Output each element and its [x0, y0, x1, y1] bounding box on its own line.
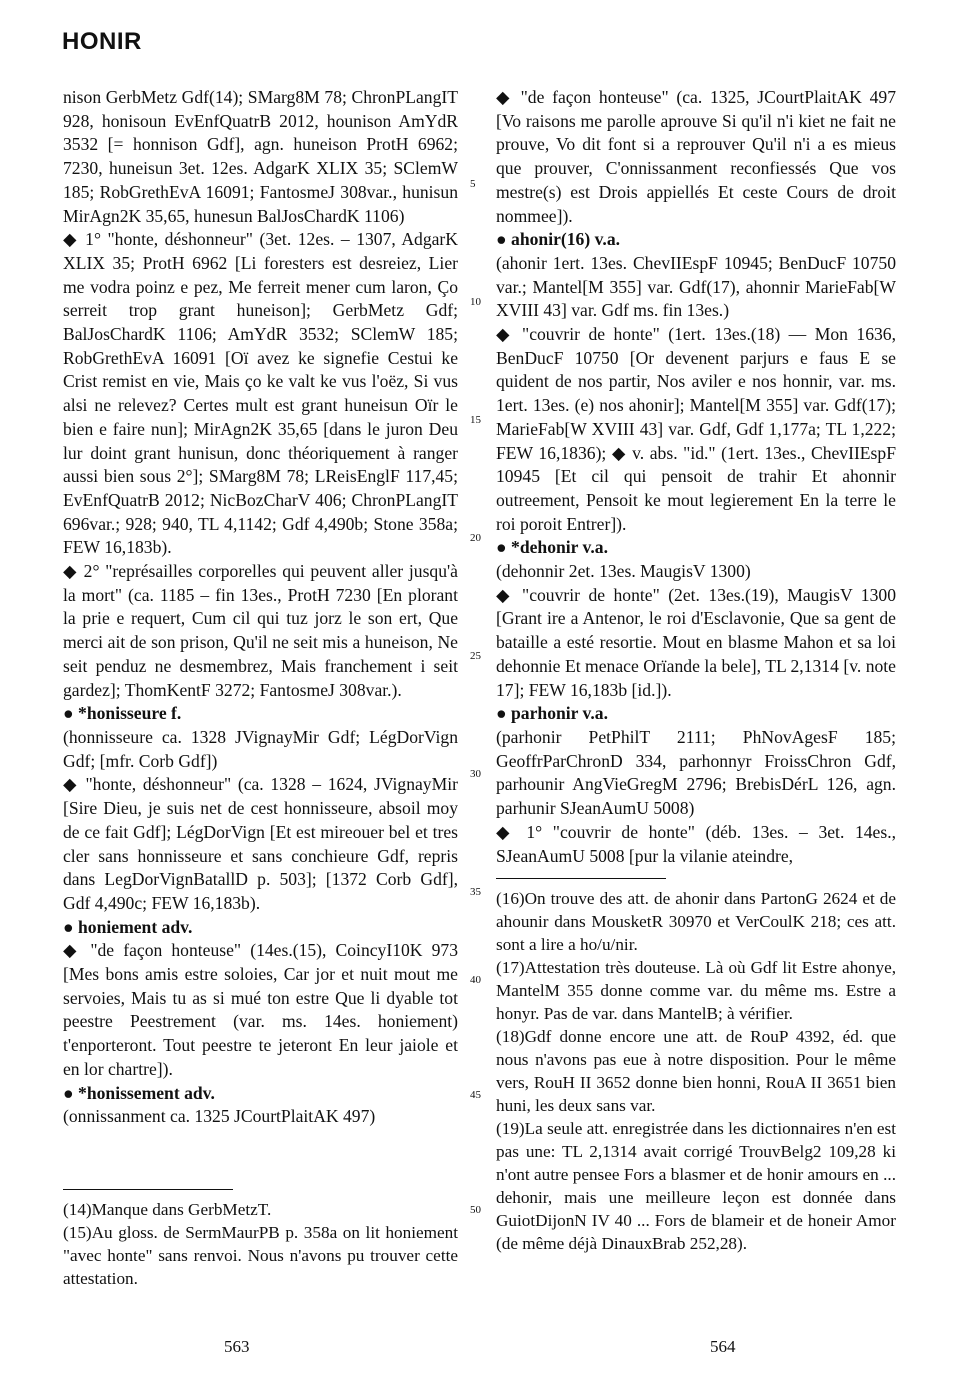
- page-header-title: HONIR: [62, 28, 142, 55]
- footnote: (17)Attestation très douteuse. Là où Gdf lit Estre ahonye, MantelM 355 donne comme var. du même ms. Estre a honyr. Pas de var. dans MantelB; à vérifier.: [496, 958, 896, 1024]
- line-number: 45: [470, 1089, 481, 1101]
- footnote: (14)Manque dans GerbMetzT.: [63, 1199, 272, 1219]
- entry-paragraph: nison GerbMetz Gdf(14); SMarg8M 78; ChronPLangIT 928, honisoun EvEnfQuatrB 2012, hounison AmYdR 3532 [= honnison Gdf], agn. huneison ProtH 6962; 7230, huneisun 3et. 12es. AdgarK XLIX 35; SClemW 185; RobGrethEvA 16091; FantosmeJ 308var., hunisun MirAgn2K 35,65, hunesun BalJosChardK 1106): [63, 87, 458, 226]
- entry-paragraph: ◆ "de façon honteuse" (14es.(15), CoincyI10K 973 [Mes bons amis estre soloies, Car jor et nuit mout me servoies, Mais tu as si mué ton estre Que li dyable tot peestre Peestrement (var. ms. 14es. honiement) t'enporteront. Tout peestre te jeteront En leur jaiole et en lor chartre]).: [63, 940, 458, 1079]
- entry-paragraph: ◆ "honte, déshonneur" (ca. 1328 – 1624, JVignayMir [Sire Dieu, je suis net de cest honnisseure, absoil moy de ce fait Gdf]; LégDorVign [Et est mireouer bel et tres cler sans honnisseure et sans conchieure Gdf, repris dans LegDorVignBatallD p. 503]; [1372 Corb Gdf], Gdf 4,490c; FEW 16,183b).: [63, 774, 458, 913]
- line-number: 5: [470, 178, 476, 190]
- entry-headword: ● honiement adv.: [63, 916, 193, 937]
- line-number: 40: [470, 974, 481, 986]
- right-column: [496, 86, 896, 1255]
- line-number: 25: [470, 650, 481, 662]
- footnote-divider: [63, 1189, 233, 1190]
- page-number-right: 564: [710, 1337, 736, 1356]
- entry-headword: ● *dehonir v.a.: [496, 537, 608, 558]
- entry-paragraph: ◆ 1° "honte, déshonneur" (3et. 12es. – 1307, AdgarK XLIX 35; ProtH 6962 [Li foresters est desreiez, Lier me vodra poinz e pez, Me ferreit mener cum laron, Ço serreit trop grant huneison]; GerbMetz Gdf; BalJosChardK 1106; AmYdR 3532; SClemW 185; RobGrethEvA 16091 [Oï avez ke signefie Cestui ke Crist remist en vie, Mais ço ke valt ke vus l'oëz, Si vus alsi ne relevez? Certes mult est grant huneisun Oïr le bien e faire nun]; MirAgn2K 35,65 [dans le juron Deu lur doint grant hunisun, donc théoriquement à ranger aussi bien sous 2°]; SMarg8M 78; LReisEnglF 117,45; EvEnfQuatrB 2012; NicBozCharV 406; ChronPLangIT 696var.; 928; 940, TL 4,1142; Gdf 4,490b; Stone 358a; FEW 16,183b).: [63, 229, 458, 558]
- page-number-left: 563: [224, 1337, 250, 1356]
- entry-paragraph: (dehonnir 2et. 13es. MaugisV 1300): [496, 561, 751, 582]
- left-column: [63, 86, 458, 1290]
- line-number: 15: [470, 414, 481, 426]
- entry-paragraph: ◆ "de façon honteuse" (ca. 1325, JCourtPlaitAK 497 [Vo raisons me parolle aprouve Si qu'il n'i kiet ne fait ne prouve, Vo dit font si a reprouver Qu'il n'i a es mieus que prouver, C'onnissanment reconfiessés Que vos mestre(s) est Drois appiellés Et ceste Cours de droit nommee]).: [496, 87, 896, 226]
- entry-paragraph: (ahonir 1ert. 13es. ChevIIEspF 10945; BenDucF 10750 var.; Mantel[M 355] var. Gdf(17), ahonnir MarieFab[W XVIII 43] var. Gdf ms. fin 13es.): [496, 252, 896, 321]
- entry-paragraph: (parhonir PetPhilT 2111; PhNovAgesF 185; GeoffrParChronD 334, parhonnyr FroissChron Gdf, parhounir AngVieGregM 2796; BrebisDérL 126, agn. parhunir SJeanAumU 5008): [496, 726, 896, 819]
- entry-paragraph: ◆ 2° "représailles corporelles qui peuvent aller jusqu'à la mort" (ca. 1185 – fin 13es., ProtH 7230 [En plorant la prie e requert, Cum cil qui tuz jorz le son ert, Que merci ait de son prison, Qu'il ne seit mis a huneison, Ne seit penduz ne desmembrez, Mais franchement i seit gardez]; ThomKentF 3272; FantosmeJ 308var.).: [63, 561, 458, 700]
- footnote-divider: [496, 878, 666, 879]
- entry-headword: ● *honisseure f.: [63, 703, 182, 724]
- entry-paragraph: ◆ "couvrir de honte" (2et. 13es.(19), MaugisV 1300 [Grant ire a Antenor, le roi d'Esclavonie, Que sa gent de bataille a esté resortie. Mout en blasme Mahon et sa loi dehonnie Et menace Orïande la bele], TL 2,1314 [v. note 17]; FEW 16,183b [id.]).: [496, 584, 896, 700]
- entry-paragraph: ◆ 1° "couvrir de honte" (déb. 13es. – 3et. 14es., SJeanAumU 5008 [pur la vilanie ateindre,: [496, 821, 896, 866]
- footnote: (18)Gdf donne encore une att. de RouP 4392, éd. que nous n'avons pas eue à notre disposition. Pour le même vers, RouH II 3652 donne bien honni, RouA II 3651 bien huni, les deux sans var.: [496, 1027, 896, 1116]
- line-number: 20: [470, 532, 481, 544]
- line-number: 30: [470, 768, 481, 780]
- footnote: (16)On trouve des att. de ahonir dans PartonG 2624 et de ahounir dans MousketR 30970 et VerCoulK 218; ces att. sont a lire a ho/u/nir.: [496, 889, 896, 955]
- line-number: 10: [470, 296, 481, 308]
- entry-paragraph: ◆ "couvrir de honte" (1ert. 13es.(18) — Mon 1636, BenDucF 10750 [Or devenent parjurs e faus E se quident de nos partir, Nos aviler e nos honnir, var. ms. 1ert. 13es. (e) nos ahonir]; Mantel[M 355] var. Gdf(17); MarieFab[W XVIII 43] var. Gdf, Gdf 1,177a; TL 1,222; FEW 16,1836); ◆ v. abs. "id." (1ert. 13es., ChevIIEspF 10945 [Et cil qui pensoit de trahir Et ahonnir outreement, Pensoit ke mout legierement En la terre le roi poroit Entrer]).: [496, 324, 896, 534]
- entry-headword: ● *honissement adv.: [63, 1082, 215, 1103]
- entry-headword: ● parhonir v.a.: [496, 703, 608, 724]
- entry-paragraph: (honnisseure ca. 1328 JVignayMir Gdf; LégDorVign Gdf; [mfr. Corb Gdf]): [63, 726, 458, 771]
- footnote: (15)Au gloss. de SermMaurPB p. 358a on lit honiement "avec honte" sans renvoi. Nous n'avons pu trouver cette attestation.: [63, 1222, 458, 1288]
- line-number: 50: [470, 1204, 481, 1216]
- line-number: 35: [470, 886, 481, 898]
- entry-headword: ● ahonir(16) v.a.: [496, 229, 621, 250]
- entry-paragraph: (onnissanment ca. 1325 JCourtPlaitAK 497): [63, 1106, 376, 1127]
- footnote: (19)La seule att. enregistrée dans les dictionnaires n'en est pas une: TL 2,1314 avait corrigé TrouvBelg2 109,28 ki n'ont autre pensee Fors a blasmer et de honir amours en ... dehonir, mais une meilleure leçon est donnée dans GuiotDijonN IV 40 ... Fors de blameir et de honeir Amor (de même déjà DinauxBrab 252,28).: [496, 1119, 896, 1254]
